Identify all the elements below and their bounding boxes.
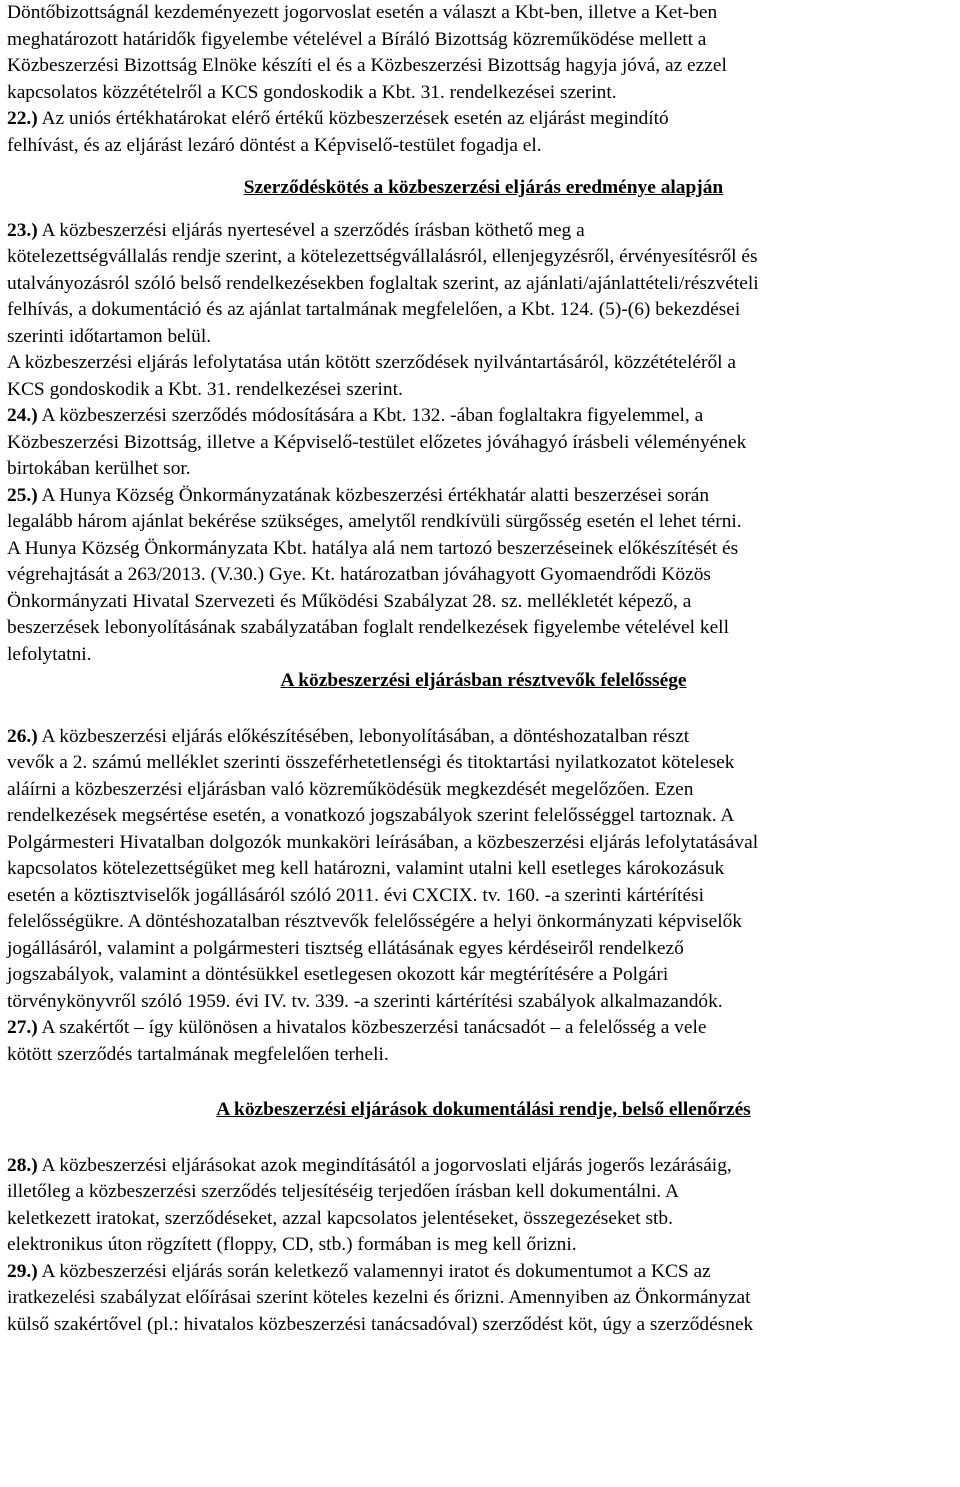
text-line: törvénykönyvről szóló 1959. évi IV. tv. 339. -a szerinti kártérítési szabályok alkalmazandók. — [7, 990, 723, 1012]
text-line: aláírni a közbeszerzési eljárásban való közreműködésük megkezdését megelőzően. Ezen — [7, 778, 694, 800]
text-line: A Hunya Község Önkormányzata Kbt. hatálya alá nem tartozó beszerzéseinek előkészítését és — [7, 537, 739, 559]
text-line: iratkezelési szabályzat előírásai szerint köteles kezelni és őrizni. Amennyiben az Önkormányzat — [7, 1287, 751, 1308]
paragraph-number: 22.) — [7, 108, 38, 129]
text-line: keletkezett iratokat, szerződéseket, azzal kapcsolatos jelentéseket, összegezéseket stb. — [7, 1207, 673, 1229]
text-line: vevők a 2. számú melléklet szerinti összeférhetetlenségi és titoktartási nyilatkozatot kötelesek — [7, 752, 735, 773]
text-line: végrehajtását a 263/2013. (V.30.) Gye. Kt. határozatban jóváhagyott Gyomaendrődi Közös — [7, 564, 711, 585]
text-line: 25.) A Hunya Község Önkormányzatának közbeszerzési értékhatár alatti beszerzései során — [7, 484, 710, 506]
text-line: kötött szerződés tartalmának megfelelően terheli. — [7, 1043, 389, 1065]
text-line: birtokában kerülhet sor. — [7, 458, 191, 479]
text-line: lefolytatni. — [7, 643, 92, 665]
spacer — [7, 202, 960, 218]
text-line: Polgármesteri Hivatalban dolgozók munkaköri leírásában, a közbeszerzési eljárás lefolytatásával — [7, 831, 759, 853]
spacer — [7, 1124, 960, 1153]
section-heading: A közbeszerzési eljárásban résztvevők felelőssége — [280, 670, 687, 691]
text-line: 27.) A szakértőt – így különösen a hivatalos közbeszerzési tanácsadót – a felelősség a vele — [7, 1017, 707, 1038]
spacer — [7, 1068, 960, 1097]
paragraph-number: 28.) — [7, 1154, 38, 1176]
text-line: felelősségükre. A döntéshozatalban résztvevők felelősségére a helyi önkormányzati képviselők — [7, 911, 742, 932]
text-line: Közbeszerzési Bizottság, illetve a Képviselő-testület előzetes jóváhagyó írásbeli véleményének — [7, 431, 747, 453]
paragraph-number: 27.) — [7, 1017, 38, 1038]
text-line: jogállásáról, valamint a polgármesteri tisztség ellátásának egyes kérdéseiről rendelkező — [7, 937, 684, 959]
text-line: meghatározott határidők figyelembe vételével a Bíráló Bizottság közreműködése mellett a — [7, 28, 707, 50]
text-line: esetén a köztisztviselők jogállásáról szóló 2011. évi CXCIX. tv. 160. -a szerinti kártérítési — [7, 884, 704, 906]
text-line: 28.) A közbeszerzési eljárásokat azok megindításától a jogorvoslati eljárás jogerős lezárásáig, — [7, 1154, 732, 1176]
paragraph-number: 26.) — [7, 725, 38, 747]
paragraph-number: 23.) — [7, 219, 38, 241]
text-line: utalványozásról szóló belső rendelkezésekben foglaltak szerint, az ajánlati/ajánlattételi/részvételi — [7, 272, 759, 294]
spacer — [7, 695, 960, 724]
text-line: felhívást, és az eljárást lezáró döntést a Képviselő-testület fogadja el. — [7, 134, 542, 156]
text-line: 24.) A közbeszerzési szerződés módosítására a Kbt. 132. -ában foglaltakra figyelemmel, a — [7, 405, 704, 426]
paragraph-number: 24.) — [7, 405, 38, 426]
text-line: beszerzések lebonyolításának szabályzatában foglalt rendelkezések figyelembe vételével kell — [7, 617, 729, 638]
text-line: Közbeszerzési Bizottság Elnöke készíti el és a Közbeszerzési Bizottság hagyja jóvá, az ezzel — [7, 55, 727, 76]
text-line: felhívás, a dokumentáció és az ajánlat tartalmának megfelelően, a Kbt. 124. (5)-(6) bekezdései — [7, 299, 741, 320]
text-line: KCS gondoskodik a Kbt. 31. rendelkezései szerint. — [7, 378, 403, 400]
paragraph-number: 25.) — [7, 484, 38, 506]
section-heading: Szerződéskötés a közbeszerzési eljárás eredménye alapján — [243, 177, 724, 198]
text-line: kötelezettségvállalás rendje szerint, a kötelezettségvállalásról, ellenjegyzésről, érvényesítésről és — [7, 246, 758, 267]
text-line: Önkormányzati Hivatal Szervezeti és Működési Szabályzat 28. sz. mellékletét képező, a — [7, 590, 692, 612]
text-line: kapcsolatos kötelezettségüket meg kell határozni, valamint utalni kell esetleges károkozásuk — [7, 858, 725, 879]
text-line: illetőleg a közbeszerzési szerződés teljesítéséig terjedően írásban kell dokumentálni. A — [7, 1181, 679, 1202]
text-line: A közbeszerzési eljárás lefolytatása után kötött szerződések nyilvántartásáról, közzétételéről a — [7, 352, 736, 373]
paragraph-number: 29.) — [7, 1260, 38, 1282]
spacer — [7, 159, 960, 175]
text-line: 29.) A közbeszerzési eljárás során keletkező valamennyi iratot és dokumentumot a KCS az — [7, 1260, 711, 1282]
section-heading: A közbeszerzési eljárások dokumentálási rendje, belső ellenőrzés — [216, 1099, 751, 1120]
text-line: külső szakértővel (pl.: hivatalos közbeszerzési tanácsadóval) szerződést köt, úgy a szerződésnek — [7, 1313, 754, 1335]
text-line: 23.) A közbeszerzési eljárás nyertesével a szerződés írásban köthető meg a — [7, 219, 585, 241]
text-line: legalább három ajánlat bekérése szükséges, amelytől rendkívüli sürgősség esetén el lehet térni. — [7, 511, 742, 532]
text-line: szerinti időtartamon belül. — [7, 325, 212, 347]
text-line: 26.) A közbeszerzési eljárás előkészítésében, lebonyolításában, a döntéshozatalban részt — [7, 725, 690, 747]
text-line: elektronikus úton rögzített (floppy, CD, stb.) formában is meg kell őrizni. — [7, 1234, 577, 1255]
text-line: kapcsolatos közzétételről a KCS gondoskodik a Kbt. 31. rendelkezései szerint. — [7, 81, 617, 103]
text-line: jogszabályok, valamint a döntésükkel esetlegesen okozott kár megtérítésére a Polgári — [7, 964, 669, 985]
text-line: Döntőbizottságnál kezdeményezett jogorvoslat esetén a választ a Kbt-ben, illetve a Ket-ben — [7, 2, 718, 23]
text-line: rendelkezések megsértése esetén, a vonatkozó jogszabályok szerint felelősséggel tartoznak. A — [7, 805, 735, 826]
text-line: 22.) Az uniós értékhatárokat elérő értékű közbeszerzések esetén az eljárást megindító — [7, 108, 669, 129]
